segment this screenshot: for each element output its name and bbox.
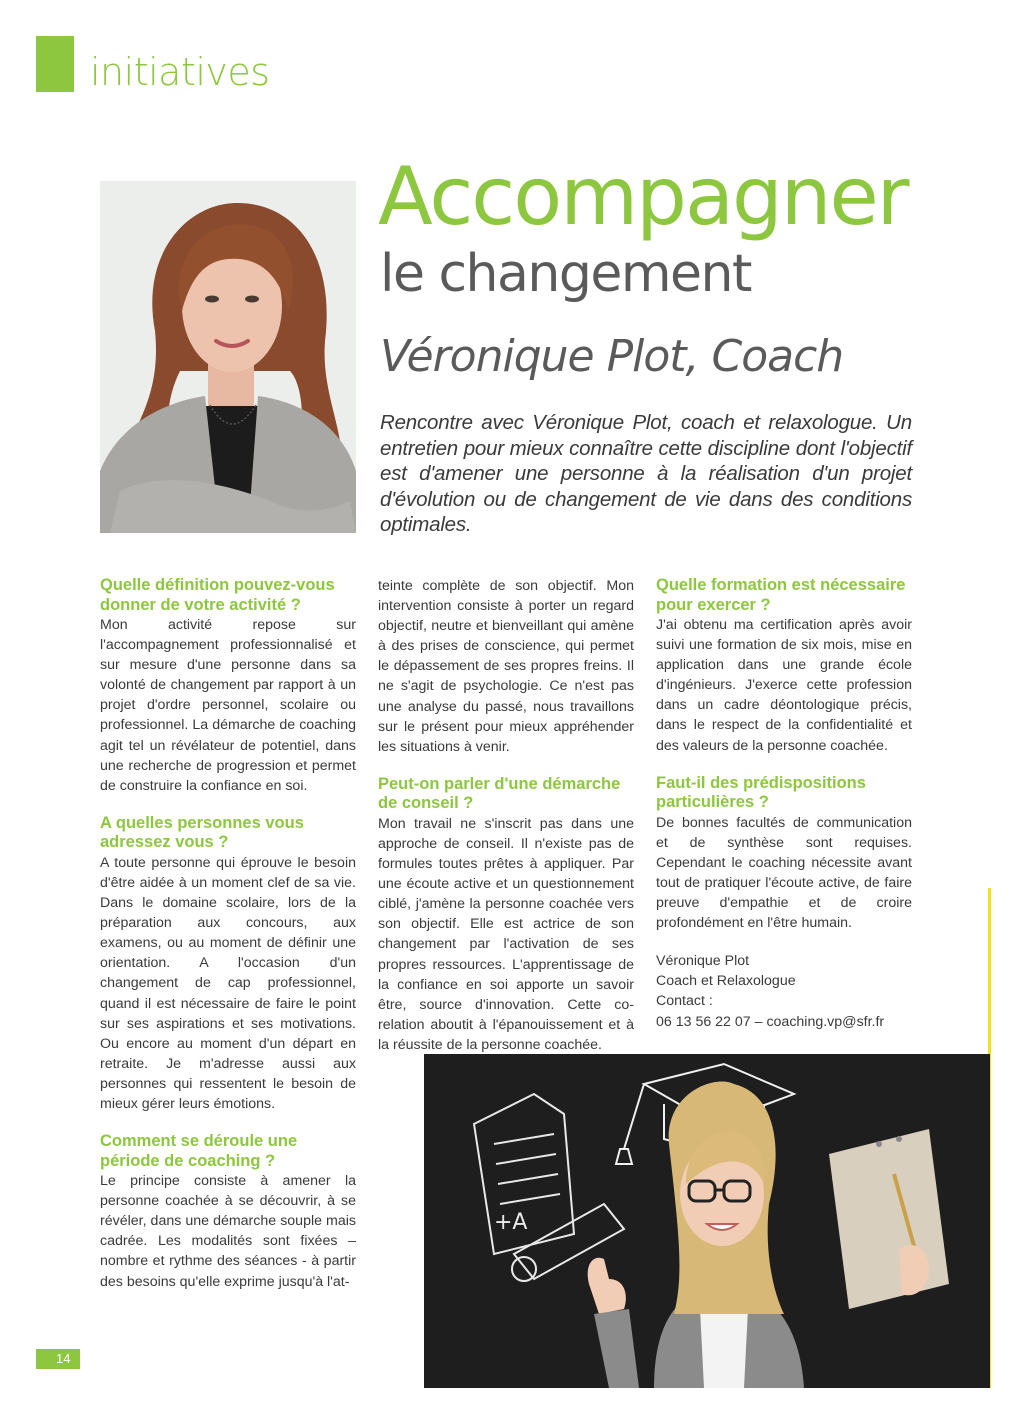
signature-role: Coach et Relaxologue xyxy=(656,973,796,990)
article-title: Accompagner xyxy=(378,150,908,243)
question-heading: Quelle définition pouvez-vous donner de votre activité ? xyxy=(100,576,335,614)
answer-text: Le principe consiste à amener la personne coachée à se découvrir, à se révéler, dans une démarche souple mais cadrée. Les modalités sont fixées – nombre et rythme des séances - à partir des besoins qu'elle exprime jusqu'à l'at- xyxy=(100,1173,356,1290)
section-marker xyxy=(36,36,74,92)
question-heading: A quelles personnes vous adressez vous ? xyxy=(100,813,304,852)
answer-text: J'ai obtenu ma certification après avoir suivi une formation de six mois, mise en application dans une grande école d'ingénieurs. J'exerce cette profession dans un cadre déontologique précis, dans le respect de la confidentialité et des valeurs de la personne coachée. xyxy=(656,617,912,754)
article-author: Véronique Plot, Coach xyxy=(380,331,844,382)
signature-contact-label: Contact : xyxy=(656,993,713,1010)
portrait-photo xyxy=(100,181,356,533)
article-subtitle: le changement xyxy=(380,244,751,304)
student-photo xyxy=(424,1054,990,1388)
signature-contact-details: 06 13 56 22 07 – coaching.vp@sfr.fr xyxy=(656,1013,885,1030)
column-3 xyxy=(656,576,912,1032)
signature-name: Véronique Plot xyxy=(656,953,750,970)
answer-text: Mon travail ne s'inscrit pas dans une approche de conseil. Il n'existe pas de formules toutes prêtes à appliquer. Par une écoute active et un questionnement ciblé, j'amène la personne coachée vers son objectif. Elle est actrice de son changement par l'activation de ses propres ressources. L'apprentissage de la confiance en soi apporte un savoir être, source d'innovation. Cette co-relation aboutit à l'épanouissement et à la réussite de la personne coachée. xyxy=(378,815,634,1053)
question-heading: Peut-on parler d'une démarche de conseil ? xyxy=(378,774,621,813)
article-intro: Rencontre avec Véronique Plot, coach et relaxologue. Un entretien pour mieux connaître cette discipline dont l'objectif est d'amener une personne à la réalisation d'un projet d'évolution ou de changement de vie dans des conditions optimales. xyxy=(380,411,912,536)
answer-text: Mon activité repose sur l'accompagnement professionnalisé et sur mesure d'une personne dans sa volonté de changement par rapport à un projet d'ordre personnel, scolaire ou professionnel. La démarche de coaching agit tel un révélateur de potentiel, dans une recherche de progression et permet de construire la confiance en soi. xyxy=(100,617,356,794)
answer-text: A toute personne qui éprouve le besoin d'être aidée à un moment clef de sa vie. Dans le domaine scolaire, lors de la préparation aux concours, aux examens, ou au moment de définir une orientation. A l'occasion d'un changement de cap professionnel, quand il est nécessaire de faire le point sur ses aspirations et ses motivations. Ou encore au moment d'un départ en retraite. Je m'adresse aussi aux personnes qui ressentent le besoin de mieux gérer leurs émotions. xyxy=(100,854,356,1112)
page-number: 14 xyxy=(36,1349,80,1369)
chalk-grade: +A xyxy=(494,1210,528,1235)
column-2 xyxy=(378,576,634,1055)
answer-text: teinte complète de son objectif. Mon intervention consiste à porter un regard objectif, neutre et bienveillant qui amène à des prises de conscience, qui permet le dépassement de ses propres freins. Il ne s'agit de psychologie. Ce n'est pas une analyse du passé, nous travaillons sur le présent pour mieux appréhender les situations à venir. xyxy=(378,578,634,755)
section-label: initiatives xyxy=(90,50,270,94)
question-heading: Faut-il des prédispositions particulières ? xyxy=(656,773,866,812)
answer-text: De bonnes facultés de communication et de synthèse sont requises. Cependant le coaching nécessite avant tout de pratiquer l'écoute active, de faire preuve d'empathie et de croire profondément en l'être humain. xyxy=(656,814,912,932)
question-heading: Comment se déroule une période de coaching ? xyxy=(100,1132,298,1170)
question-heading: Quelle formation est nécessaire pour exercer ? xyxy=(656,576,906,614)
column-1 xyxy=(100,576,356,1292)
